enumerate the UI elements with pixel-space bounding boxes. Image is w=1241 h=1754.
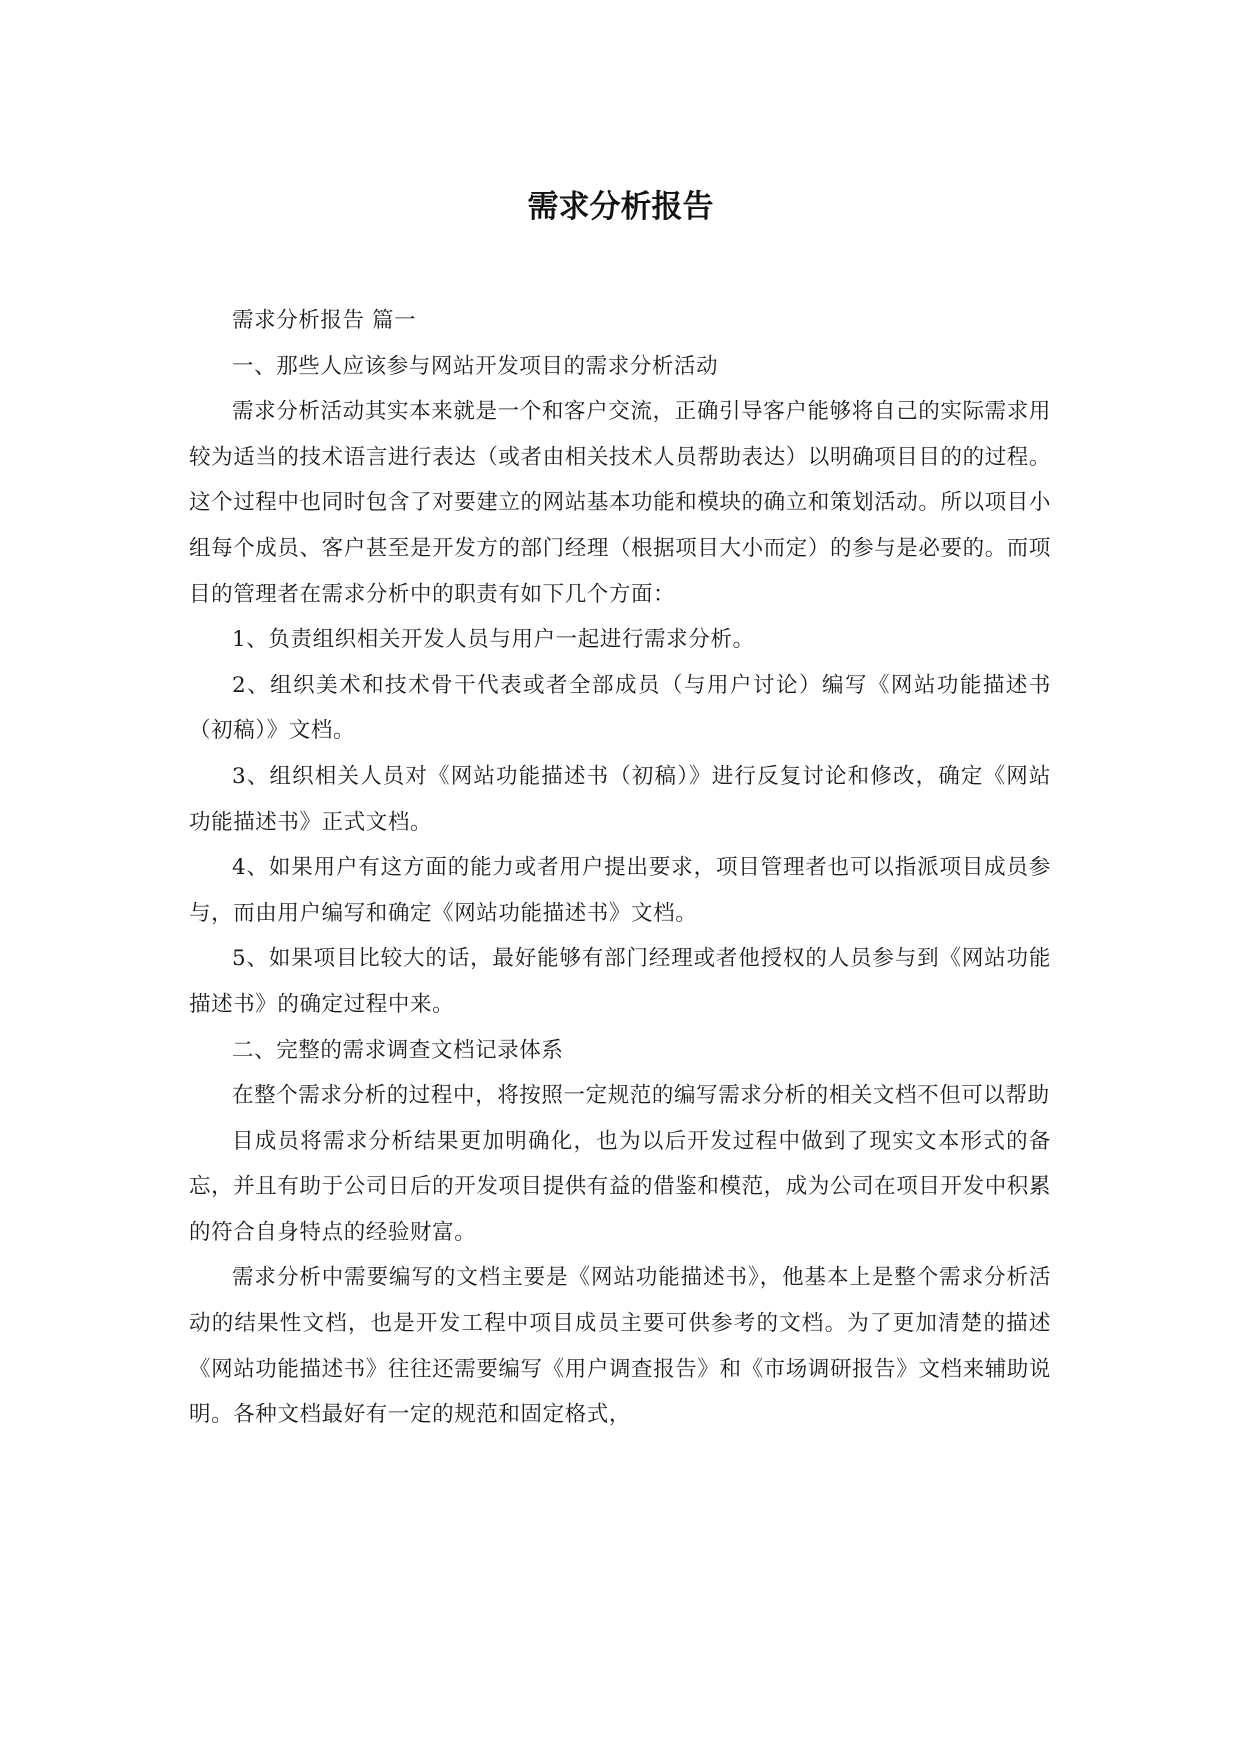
document-title: 需求分析报告 — [527, 189, 714, 225]
paragraph-documentation-types: 需求分析中需要编写的文档主要是《网站功能描述书》，他基本上是整个需求分析活动的结果性文档，也是开发工程中项目成员主要可供参考的文档。为了更加清楚的描述《网站功能描述书》往往还需要编写《用户调查报告》和《市场调研报告》文档来辅助说明。各种文档最好有一定的规范和固定格式， — [189, 1265, 1051, 1428]
list-item-4: 4、如果用户有这方面的能力或者用户提出要求，项目管理者也可以指派项目成员参与，而由用户编写和确定《网站功能描述书》文档。 — [189, 855, 1051, 926]
section-heading-documentation: 二、完整的需求调查文档记录体系 — [232, 1037, 564, 1063]
document-body — [189, 298, 1051, 1438]
list-item-2: 2、组织美术和技术骨干代表或者全部成员（与用户讨论）编写《网站功能描述书（初稿）》文档。 — [189, 672, 1051, 744]
paragraph-requirements-activity: 需求分析活动其实本来就是一个和客户交流，正确引导客户能够将自己的实际需求用较为适当的技术语言进行表达（或者由相关技术人员帮助表达）以明确项目目的的过程。这个过程中也同时包含了对要建立的网站基本功能和模块的确立和策划活动。所以项目小组每个成员、客户甚至是开发方的部门经理（根据项目大小而定）的参与是必要的。而项目的管理者在需求分析中的职责有如下几个方面： — [189, 399, 1051, 607]
section-heading-participants: 一、那些人应该参与网站开发项目的需求分析活动 — [232, 353, 719, 379]
paragraph-documentation-benefits: 目成员将需求分析结果更加明确化，也为以后开发过程中做到了现实文本形式的备忘，并且有助于公司日后的开发项目提供有益的借鉴和模范，成为公司在项目开发中积累的符合自身特点的经验财富。 — [189, 1128, 1051, 1245]
list-item-3: 3、组织相关人员对《网站功能描述书（初稿）》进行反复讨论和修改，确定《网站功能描述书》正式文档。 — [189, 763, 1051, 835]
section-heading-part-one: 需求分析报告 篇一 — [232, 308, 417, 333]
paragraph-documentation-intro: 在整个需求分析的过程中，将按照一定规范的编写需求分析的相关文档不但可以帮助 — [232, 1083, 1050, 1109]
list-item-1: 1、负责组织相关开发人员与用户一起进行需求分析。 — [232, 627, 755, 653]
list-item-5: 5、如果项目比较大的话，最好能够有部门经理或者他授权的人员参与到《网站功能描述书》的确定过程中来。 — [189, 946, 1051, 1017]
